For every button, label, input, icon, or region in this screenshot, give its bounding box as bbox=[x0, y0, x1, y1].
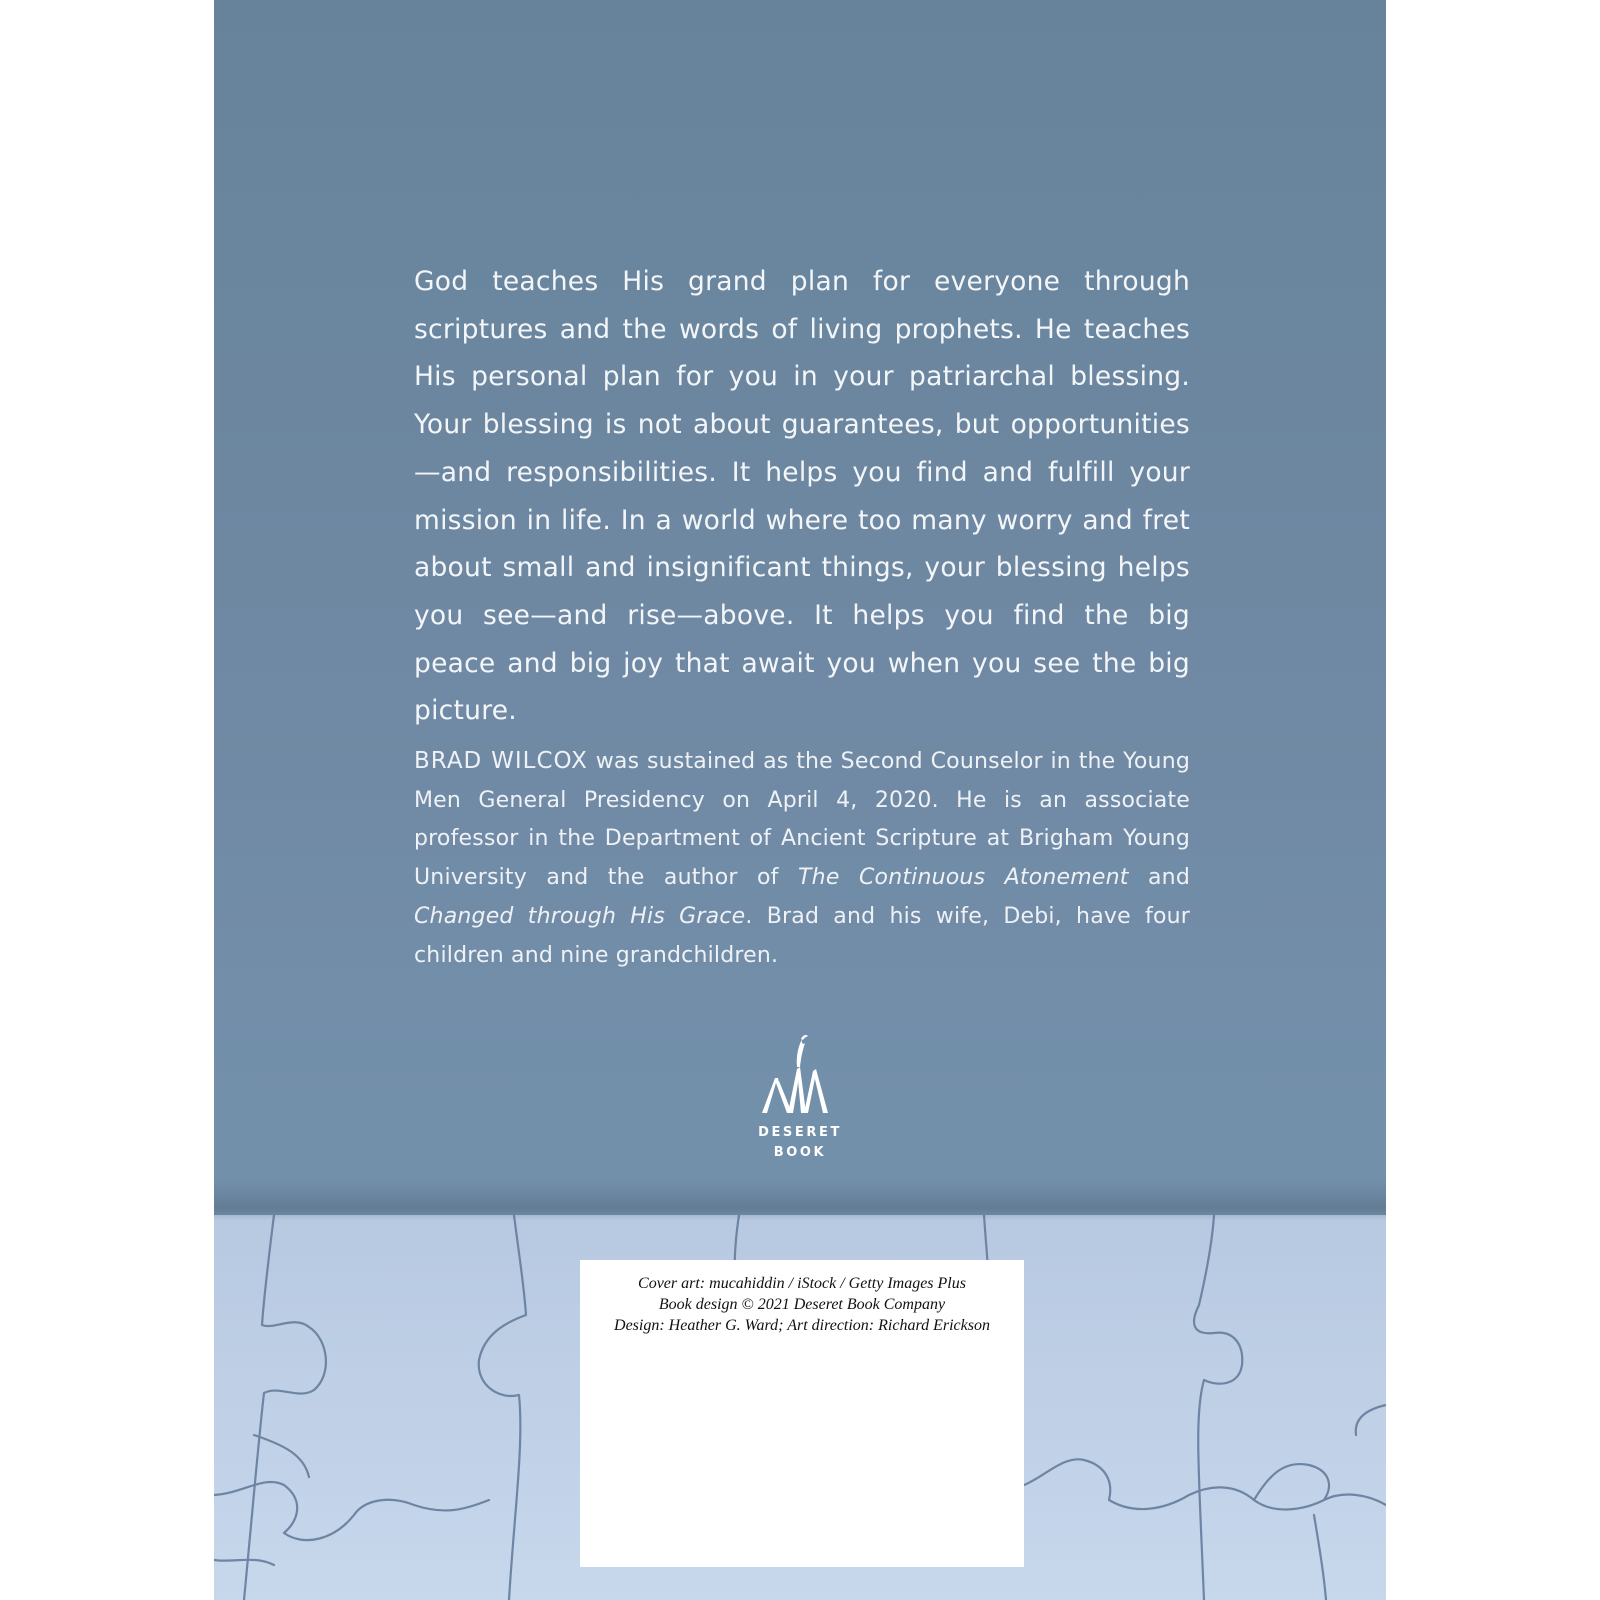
publisher-logo bbox=[740, 1033, 860, 1163]
bio-text-2: and bbox=[1128, 865, 1190, 891]
cover-credits bbox=[580, 1273, 1024, 1336]
book-title-2: Changed through His Grace bbox=[414, 903, 746, 929]
author-name: BRAD WILCOX bbox=[414, 748, 588, 774]
bio-text-3: . Brad and his wife, Debi, have four children and nine grandchildren. bbox=[414, 903, 1190, 968]
bio-text-1: was sustained as the Second Counselor in the Young Men General Presidency on April 4, 2020. He is an associate professor in the Department of Ancient Scripture at Brigham Young University and the author of bbox=[414, 749, 1190, 891]
cover-edge-shadow bbox=[214, 1180, 1386, 1220]
credit-line-designers: Design: Heather G. Ward; Art direction: Richard Erickson bbox=[614, 1317, 990, 1334]
credit-line-book-design: Book design © 2021 Deseret Book Company bbox=[658, 1296, 946, 1313]
book-blurb: God teaches His grand plan for everyone through scriptures and the words of living prophets. He teaches His personal plan for you in your patriarchal blessing. Your blessing is not about guarantees, but opportunities—and responsibilities. It helps you find and fulfill your mission in life. In a world where too many worry and fret about small and insignificant things, your blessing helps you see—and rise—above. It helps you find the big peace and big joy that await you when you see the big picture. bbox=[414, 266, 1190, 727]
publisher-name-line2: BOOK bbox=[773, 1145, 827, 1160]
back-cover bbox=[214, 0, 1386, 1600]
publisher-name-line1: DESERET bbox=[758, 1125, 842, 1140]
cover-top-panel bbox=[214, 0, 1386, 1215]
credits-box bbox=[580, 1260, 1024, 1567]
credit-line-cover-art: Cover art: mucahiddin / iStock / Getty Images Plus bbox=[638, 1275, 966, 1292]
deseret-book-logo-icon bbox=[760, 1033, 840, 1115]
author-bio bbox=[414, 742, 1190, 975]
book-title-1: The Continuous Atonement bbox=[798, 865, 1129, 891]
